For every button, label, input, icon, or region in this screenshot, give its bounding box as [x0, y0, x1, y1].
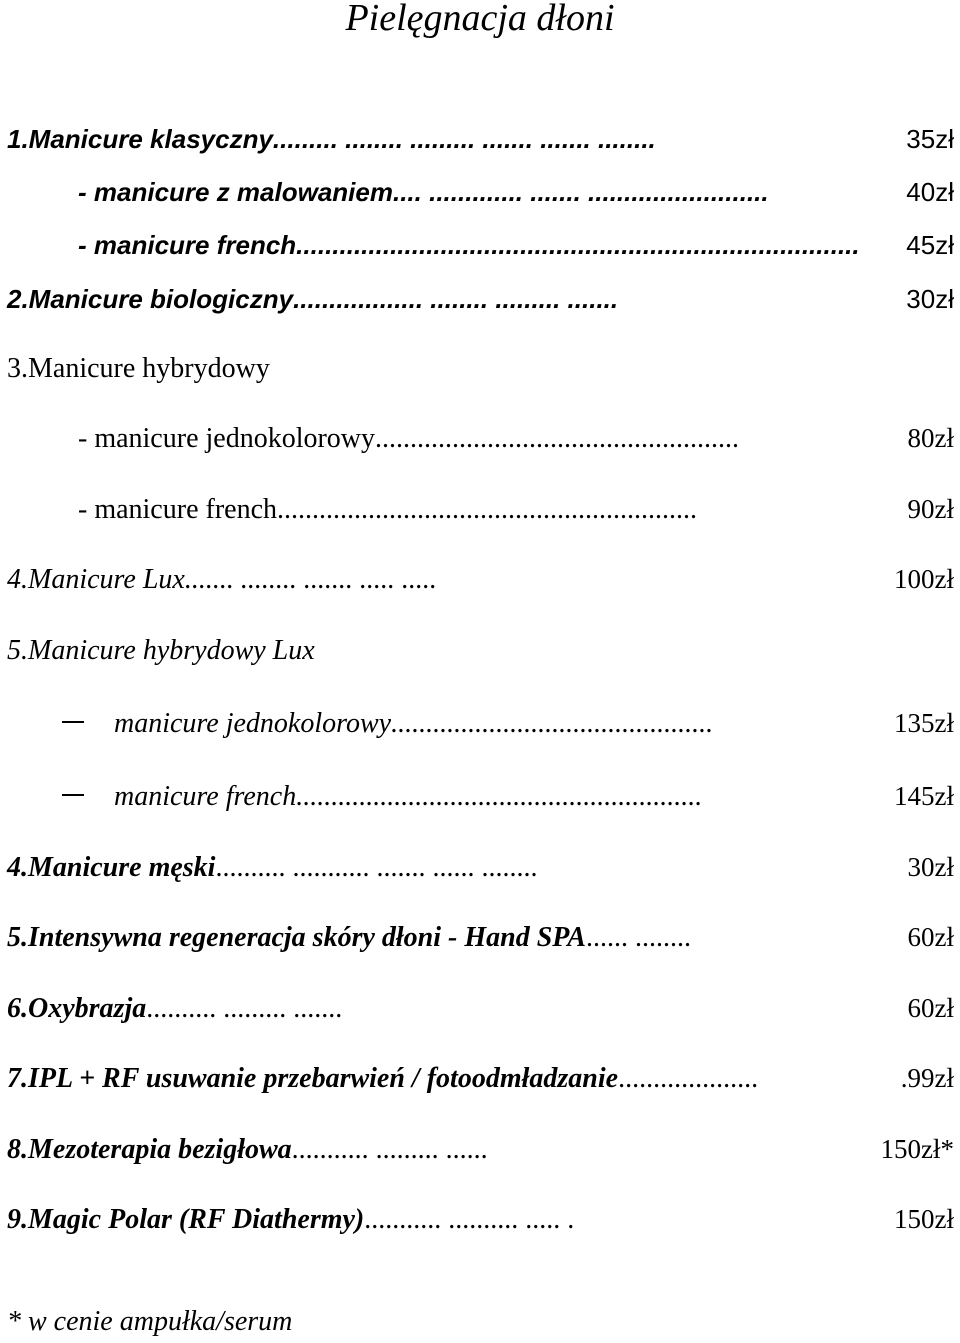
item-price: .99zł	[900, 1063, 954, 1093]
section-heading: 3.Manicure hybrydowy	[7, 353, 270, 384]
item-price: 30zł	[907, 852, 954, 882]
price-row-ipl-rf	[0, 1063, 954, 1095]
item-price: 60zł	[907, 922, 954, 952]
leader-dots: ........... ......... ......	[291, 1134, 488, 1165]
leader-dots: ....................................................	[375, 423, 740, 454]
item-price: 80zł	[907, 423, 954, 453]
item-price: 60zł	[907, 993, 954, 1023]
item-price: 35zł	[906, 124, 954, 154]
leader-dots: .......... ......... .......	[146, 993, 343, 1024]
price-row-manicure-biologiczny	[0, 284, 954, 315]
leader-dots: ........... .......... ..... .	[364, 1204, 575, 1235]
leader-dots: ....... ........ ....... ..... .....	[184, 564, 437, 595]
item-price: 45zł	[906, 230, 954, 260]
price-row-manicure-lux	[0, 564, 954, 596]
dash-bullet	[62, 794, 84, 796]
price-row-hand-spa	[0, 922, 954, 954]
item-price: 135zł	[894, 708, 954, 738]
leader-dots: ......... ........ ......... ....... ....... ........	[272, 124, 656, 154]
item-label: manicure jednokolorowy	[114, 708, 392, 739]
price-row-hybrid-jednokolorowy	[0, 423, 954, 455]
footnote: * w cenie ampułka/serum	[7, 1306, 293, 1337]
leader-dots: .................. ........ ......... .......	[293, 284, 619, 314]
price-row-manicure-hybrydowy-lux	[0, 635, 954, 667]
leader-dots: ....................	[618, 1063, 759, 1094]
price-row-lux-french	[0, 781, 954, 813]
leader-dots: ............................................................	[277, 494, 697, 525]
price-row-manicure-meski	[0, 852, 954, 884]
item-label: manicure french	[114, 781, 297, 812]
item-label: - manicure z malowaniem	[78, 177, 393, 207]
dash-bullet	[62, 721, 84, 723]
price-row-magic-polar	[0, 1204, 954, 1236]
item-label: 6.Oxybrazja	[7, 993, 147, 1024]
price-row-oxybrazja	[0, 993, 954, 1025]
item-label: 1.Manicure klasyczny	[7, 124, 273, 154]
item-label: - manicure jednokolorowy	[78, 423, 376, 454]
leader-dots: ...... ........	[585, 922, 691, 953]
price-row-manicure-z-malowaniem	[0, 177, 954, 208]
item-price: 150zł*	[880, 1134, 954, 1164]
item-price: 100zł	[894, 564, 954, 594]
item-label: 7.IPL + RF usuwanie przebarwień / fotoodmładzanie	[7, 1063, 619, 1094]
leader-dots: .... ............. ....... .........................	[392, 177, 769, 207]
item-label: 5.Intensywna regeneracja skóry dłoni - Hand SPA	[7, 922, 586, 953]
item-price: 30zł	[906, 284, 954, 314]
leader-dots: ..............................................	[391, 708, 714, 739]
section-heading: 5.Manicure hybrydowy Lux	[7, 635, 315, 666]
item-label: 9.Magic Polar (RF Diathermy)	[7, 1204, 365, 1235]
price-row-manicure-hybrydowy	[0, 353, 954, 385]
item-price: 145zł	[894, 781, 954, 811]
price-row-manicure-french-1	[0, 230, 954, 261]
price-row-manicure-klasyczny	[0, 124, 954, 155]
item-price: 40zł	[906, 177, 954, 207]
item-price: 150zł	[894, 1204, 954, 1234]
item-label: 8.Mezoterapia bezigłowa	[7, 1134, 292, 1165]
item-label: 2.Manicure biologiczny	[7, 284, 294, 314]
price-row-lux-jednokolorowy	[0, 708, 954, 740]
page-title: Pielęgnacja dłoni	[345, 0, 615, 39]
item-label: - manicure french	[78, 230, 297, 260]
leader-dots: ..............................................................................	[296, 230, 860, 260]
item-label: - manicure french	[78, 494, 277, 525]
price-row-mezoterapia	[0, 1134, 954, 1166]
item-price: 90zł	[907, 494, 954, 524]
item-label: 4.Manicure męski	[7, 852, 216, 883]
leader-dots: ..........................................................	[296, 781, 703, 812]
price-row-hybrid-french	[0, 494, 954, 526]
leader-dots: .......... ........... ....... ...... ........	[215, 852, 538, 883]
item-label: 4.Manicure Lux	[7, 564, 185, 595]
